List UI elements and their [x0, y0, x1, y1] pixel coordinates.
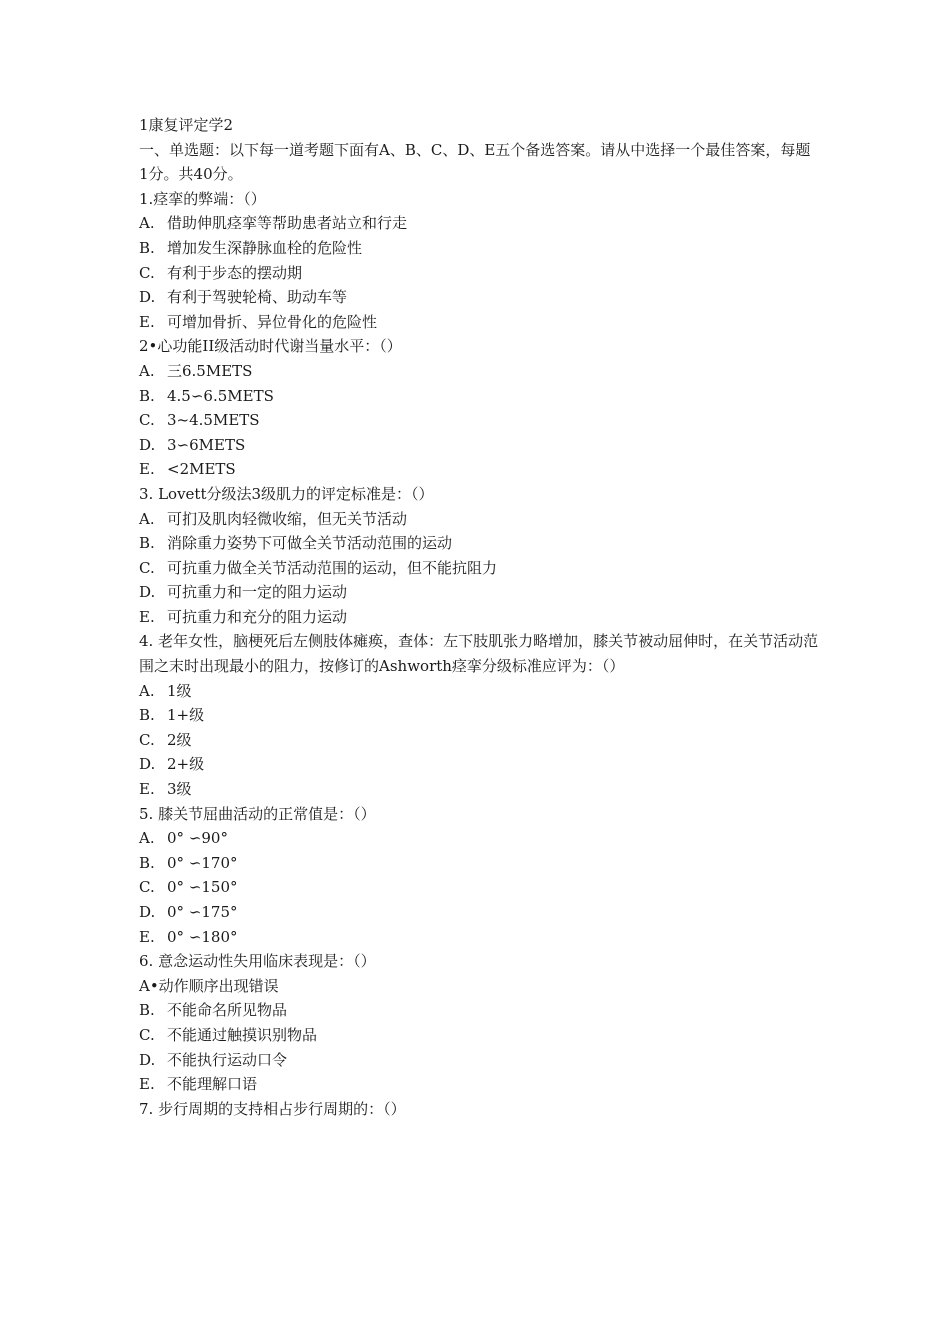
option-letter: C.: [139, 263, 155, 282]
option-letter: A.: [139, 681, 155, 700]
option-letter: B.: [139, 534, 155, 553]
answer-option: [139, 384, 819, 409]
answer-option: [139, 556, 819, 581]
answer-option: [139, 900, 819, 925]
option-text: 可抗重力做全关节活动范围的运动，但不能抗阻力: [167, 558, 498, 577]
answer-option: [139, 1023, 819, 1048]
question-stem: 4. 老年女性，脑梗死后左侧肢体瘫痪，查体：左下肢肌张力略增加，膝关节被动屈伸时，在关节活动范围之末时出现最小的阻力，按修订的Ashworth痉挛分级标准应评为：（）: [139, 632, 819, 676]
option-text: 4.5∽6.5METS: [167, 386, 274, 405]
answer-option: [139, 728, 819, 753]
option-text: 3~4.5METS: [167, 411, 260, 430]
option-text: 2级: [167, 730, 192, 749]
option-letter: C.: [139, 558, 155, 577]
option-text: 0° ∽170°: [167, 853, 238, 872]
question-block: [139, 629, 819, 801]
option-text: 不能命名所见物品: [167, 1001, 288, 1020]
doc-title: 1康复评定学2: [139, 116, 234, 134]
option-text: 三6.5METS: [167, 361, 253, 380]
option-text: 消除重力姿势下可做全关节活动范围的运动: [167, 534, 453, 553]
option-text: 1级: [167, 681, 192, 700]
option-text: 3级: [167, 780, 192, 799]
answer-option: [139, 236, 819, 261]
section-header: 一、单选题：以下每一道考题下面有A、B、C、D、E五个备选答案。请从中选择一个最佳答案，每题1分。共40分。: [139, 140, 811, 184]
option-text: A•动作顺序出现错误: [139, 976, 279, 995]
option-letter: D.: [139, 903, 156, 921]
answer-option: [139, 408, 819, 433]
answer-option: [139, 826, 819, 851]
question-list: [139, 187, 819, 1122]
answer-option: [139, 703, 819, 728]
answer-option: [139, 310, 819, 335]
document-page: [139, 113, 819, 1121]
option-text: 可增加骨折、异位骨化的危险性: [167, 312, 378, 331]
option-letter: D.: [139, 755, 156, 774]
answer-option: [139, 851, 819, 876]
answer-option: [139, 433, 819, 458]
answer-option: [139, 285, 819, 310]
question-stem: 7. 步行周期的支持相占步行周期的：（）: [139, 1099, 406, 1118]
option-letter: C.: [139, 1025, 155, 1044]
option-letter: C.: [139, 878, 155, 897]
option-text: 借助伸肌痉挛等帮助患者站立和行走: [167, 214, 408, 233]
answer-option: [139, 531, 819, 556]
option-letter: C.: [139, 411, 155, 430]
option-text: 2+级: [167, 755, 205, 774]
option-text: 0° ∽180°: [167, 927, 238, 946]
answer-option: [139, 580, 819, 605]
answer-option: [139, 1048, 819, 1073]
answer-option: [139, 925, 819, 950]
option-letter: D.: [139, 583, 156, 602]
question-block: [139, 334, 819, 482]
question-block: [139, 802, 819, 950]
option-letter: B.: [139, 1001, 155, 1020]
option-letter: A.: [139, 829, 155, 848]
answer-option: [139, 261, 819, 286]
answer-option: [139, 211, 819, 236]
option-text: 0° ∽175°: [167, 903, 238, 921]
option-text: 不能理解口语: [167, 1075, 258, 1094]
answer-option: [139, 1072, 819, 1097]
question-block: [139, 949, 819, 1097]
option-letter: A.: [139, 509, 155, 528]
option-text: <2METS: [167, 460, 236, 479]
question-block: [139, 482, 819, 630]
option-text: 有利于驾驶轮椅、助动车等: [167, 288, 348, 307]
question-stem: 6. 意念运动性失用临床表现是：（）: [139, 952, 376, 971]
option-text: 可扪及肌肉轻微收缩，但无关节活动: [167, 509, 408, 528]
option-letter: A.: [139, 214, 155, 233]
option-letter: E.: [139, 780, 155, 799]
question-stem: 5. 膝关节屈曲活动的正常值是：（）: [139, 804, 376, 823]
option-text: 可抗重力和充分的阻力运动: [167, 607, 348, 626]
question-block: [139, 1097, 819, 1122]
option-text: 可抗重力和一定的阻力运动: [167, 583, 348, 602]
option-letter: D.: [139, 1050, 156, 1069]
answer-option: [139, 359, 819, 384]
option-letter: B.: [139, 386, 155, 405]
option-letter: D.: [139, 435, 156, 454]
option-letter: E.: [139, 1075, 155, 1094]
answer-option: [139, 605, 819, 630]
option-letter: E.: [139, 927, 155, 946]
option-letter: E.: [139, 607, 155, 626]
answer-option: [139, 752, 819, 777]
option-text: 0° ∽90°: [167, 829, 228, 848]
option-text: 3∽6METS: [167, 435, 246, 454]
option-letter: A.: [139, 361, 155, 380]
option-text: 不能通过触摸识别物品: [167, 1025, 318, 1044]
answer-option: [139, 777, 819, 802]
question-stem: 1.痉挛的弊端：（）: [139, 189, 266, 208]
option-text: 不能执行运动口令: [167, 1050, 288, 1069]
option-letter: E.: [139, 460, 155, 479]
question-stem: 2•心功能II级活动时代谢当量水平：（）: [139, 337, 402, 356]
answer-option: [139, 998, 819, 1023]
answer-option: [139, 974, 819, 999]
question-stem: 3. Lovett分级法3级肌力的评定标准是：（）: [139, 484, 434, 503]
answer-option: [139, 679, 819, 704]
option-text: 有利于步态的摆动期: [167, 263, 303, 282]
option-letter: B.: [139, 706, 155, 725]
question-block: [139, 187, 819, 335]
answer-option: [139, 507, 819, 532]
option-text: 增加发生深静脉血栓的危险性: [167, 238, 363, 257]
option-letter: B.: [139, 853, 155, 872]
option-letter: D.: [139, 288, 156, 307]
answer-option: [139, 457, 819, 482]
option-text: 1+级: [167, 706, 205, 725]
option-letter: E.: [139, 312, 155, 331]
option-text: 0° ∽150°: [167, 878, 238, 897]
option-letter: C.: [139, 730, 155, 749]
option-letter: B.: [139, 238, 155, 257]
answer-option: [139, 875, 819, 900]
